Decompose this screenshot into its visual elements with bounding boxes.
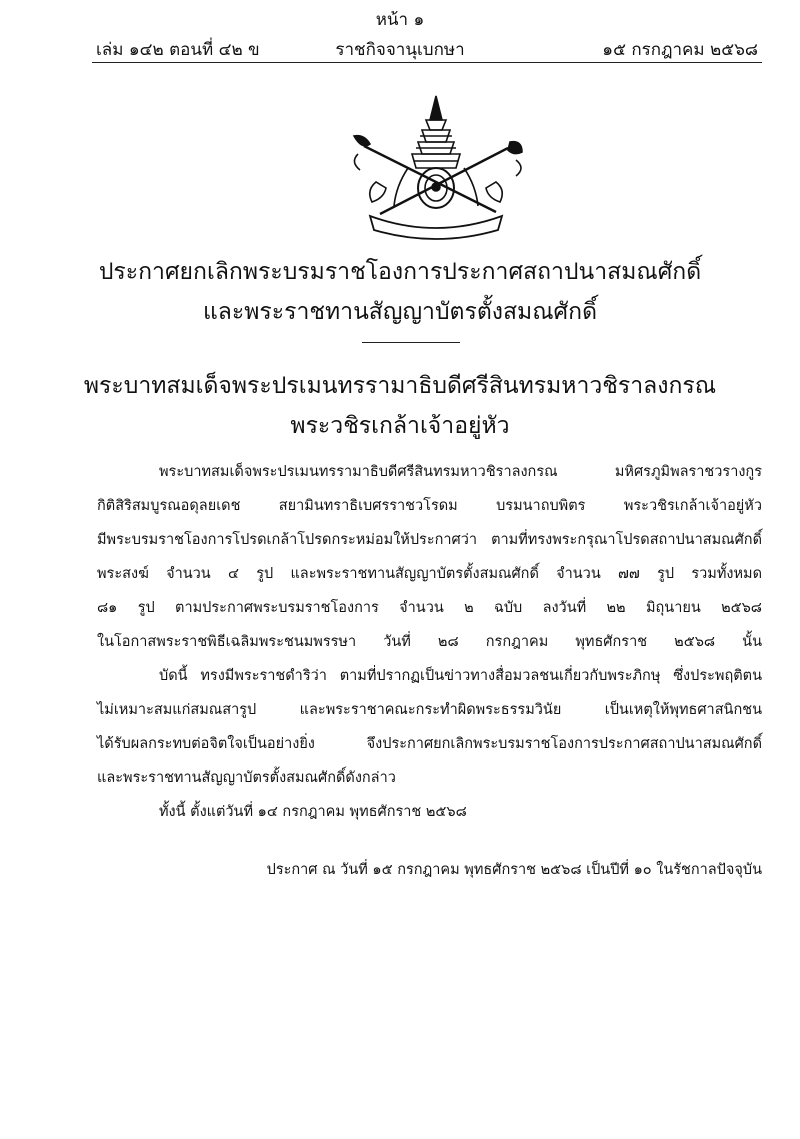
volume-issue: เล่ม ๑๔๒ ตอนที่ ๔๒ ข xyxy=(96,40,260,60)
body-line: ทั้งนี้ ตั้งแต่วันที่ ๑๔ กรกฎาคม พุทธศักราช ๒๕๖๘ xyxy=(159,804,467,820)
body-line: ไม่เหมาะสมแก่สมณสารูป และพระราชาคณะกระทำผิดพระธรรมวินัย เป็นเหตุให้พุทธศาสนิกชน xyxy=(97,702,762,718)
body-line: ๘๑ รูป ตามประกาศพระบรมราชโองการ จำนวน ๒ ฉบับ ลงวันที่ ๒๒ มิถุนายน ๒๕๖๘ xyxy=(97,600,762,616)
king-name-line-1: พระบาทสมเด็จพระปรเมนทรรามาธิบดีศรีสินทรมหาวชิราลงกรณ xyxy=(83,373,717,399)
title-line-1: ประกาศยกเลิกพระบรมราชโองการประกาศสถาปนาสมณศักดิ์ xyxy=(98,259,702,285)
body-line: กิติสิริสมบูรณอดุลยเดช สยามินทราธิเบศรราชวโรดม บรมนาถบพิตร พระวชิรเกล้าเจ้าอยู่หัว xyxy=(97,498,762,514)
title-divider xyxy=(362,342,460,343)
body-line: ในโอกาสพระราชพิธีเฉลิมพระชนมพรรษา วันที่ ๒๘ กรกฎาคม พุทธศักราช ๒๕๖๘ นั้น xyxy=(97,634,762,650)
title-line-2: และพระราชทานสัญญาบัตรตั้งสมณศักดิ์ xyxy=(202,299,598,325)
closing-statement: ประกาศ ณ วันที่ ๑๕ กรกฎาคม พุทธศักราช ๒๕๖๘ เป็นปีที่ ๑๐ ในรัชกาลปัจจุบัน xyxy=(266,862,762,878)
journal-name: ราชกิจจานุเบกษา xyxy=(335,40,465,60)
page-number: หน้า ๑ xyxy=(375,10,425,30)
body-line: พระสงฆ์ จำนวน ๔ รูป และพระราชทานสัญญาบัตรตั้งสมณศักดิ์ จำนวน ๗๗ รูป รวมทั้งหมด xyxy=(97,566,762,582)
header-rule xyxy=(92,62,762,63)
king-name-line-2: พระวชิรเกล้าเจ้าอยู่หัว xyxy=(290,413,510,439)
body-line: ได้รับผลกระทบต่อจิตใจเป็นอย่างยิ่ง จึงประกาศยกเลิกพระบรมราชโองการประกาศสถาปนาสมณศักดิ์ xyxy=(97,736,762,752)
body-line: มีพระบรมราชโองการโปรดเกล้าโปรดกระหม่อมให้ประกาศว่า ตามที่ทรงพระกรุณาโปรดสถาปนาสมณศักดิ์ xyxy=(97,532,762,548)
body-line: บัดนี้ ทรงมีพระราชดำริว่า ตามที่ปรากฏเป็นข่าวทางสื่อมวลชนเกี่ยวกับพระภิกษุ ซึ่งประพฤติตน xyxy=(159,668,762,684)
body-line: และพระราชทานสัญญาบัตรตั้งสมณศักดิ์ดังกล่าว xyxy=(97,770,396,786)
body-line: พระบาทสมเด็จพระปรเมนทรรามาธิบดีศรีสินทรมหาวชิราลงกรณ มหิศรภูมิพลราชวรางกูร xyxy=(159,464,762,480)
publication-date: ๑๕ กรกฎาคม ๒๕๖๘ xyxy=(602,40,758,60)
royal-emblem-icon xyxy=(336,90,536,240)
